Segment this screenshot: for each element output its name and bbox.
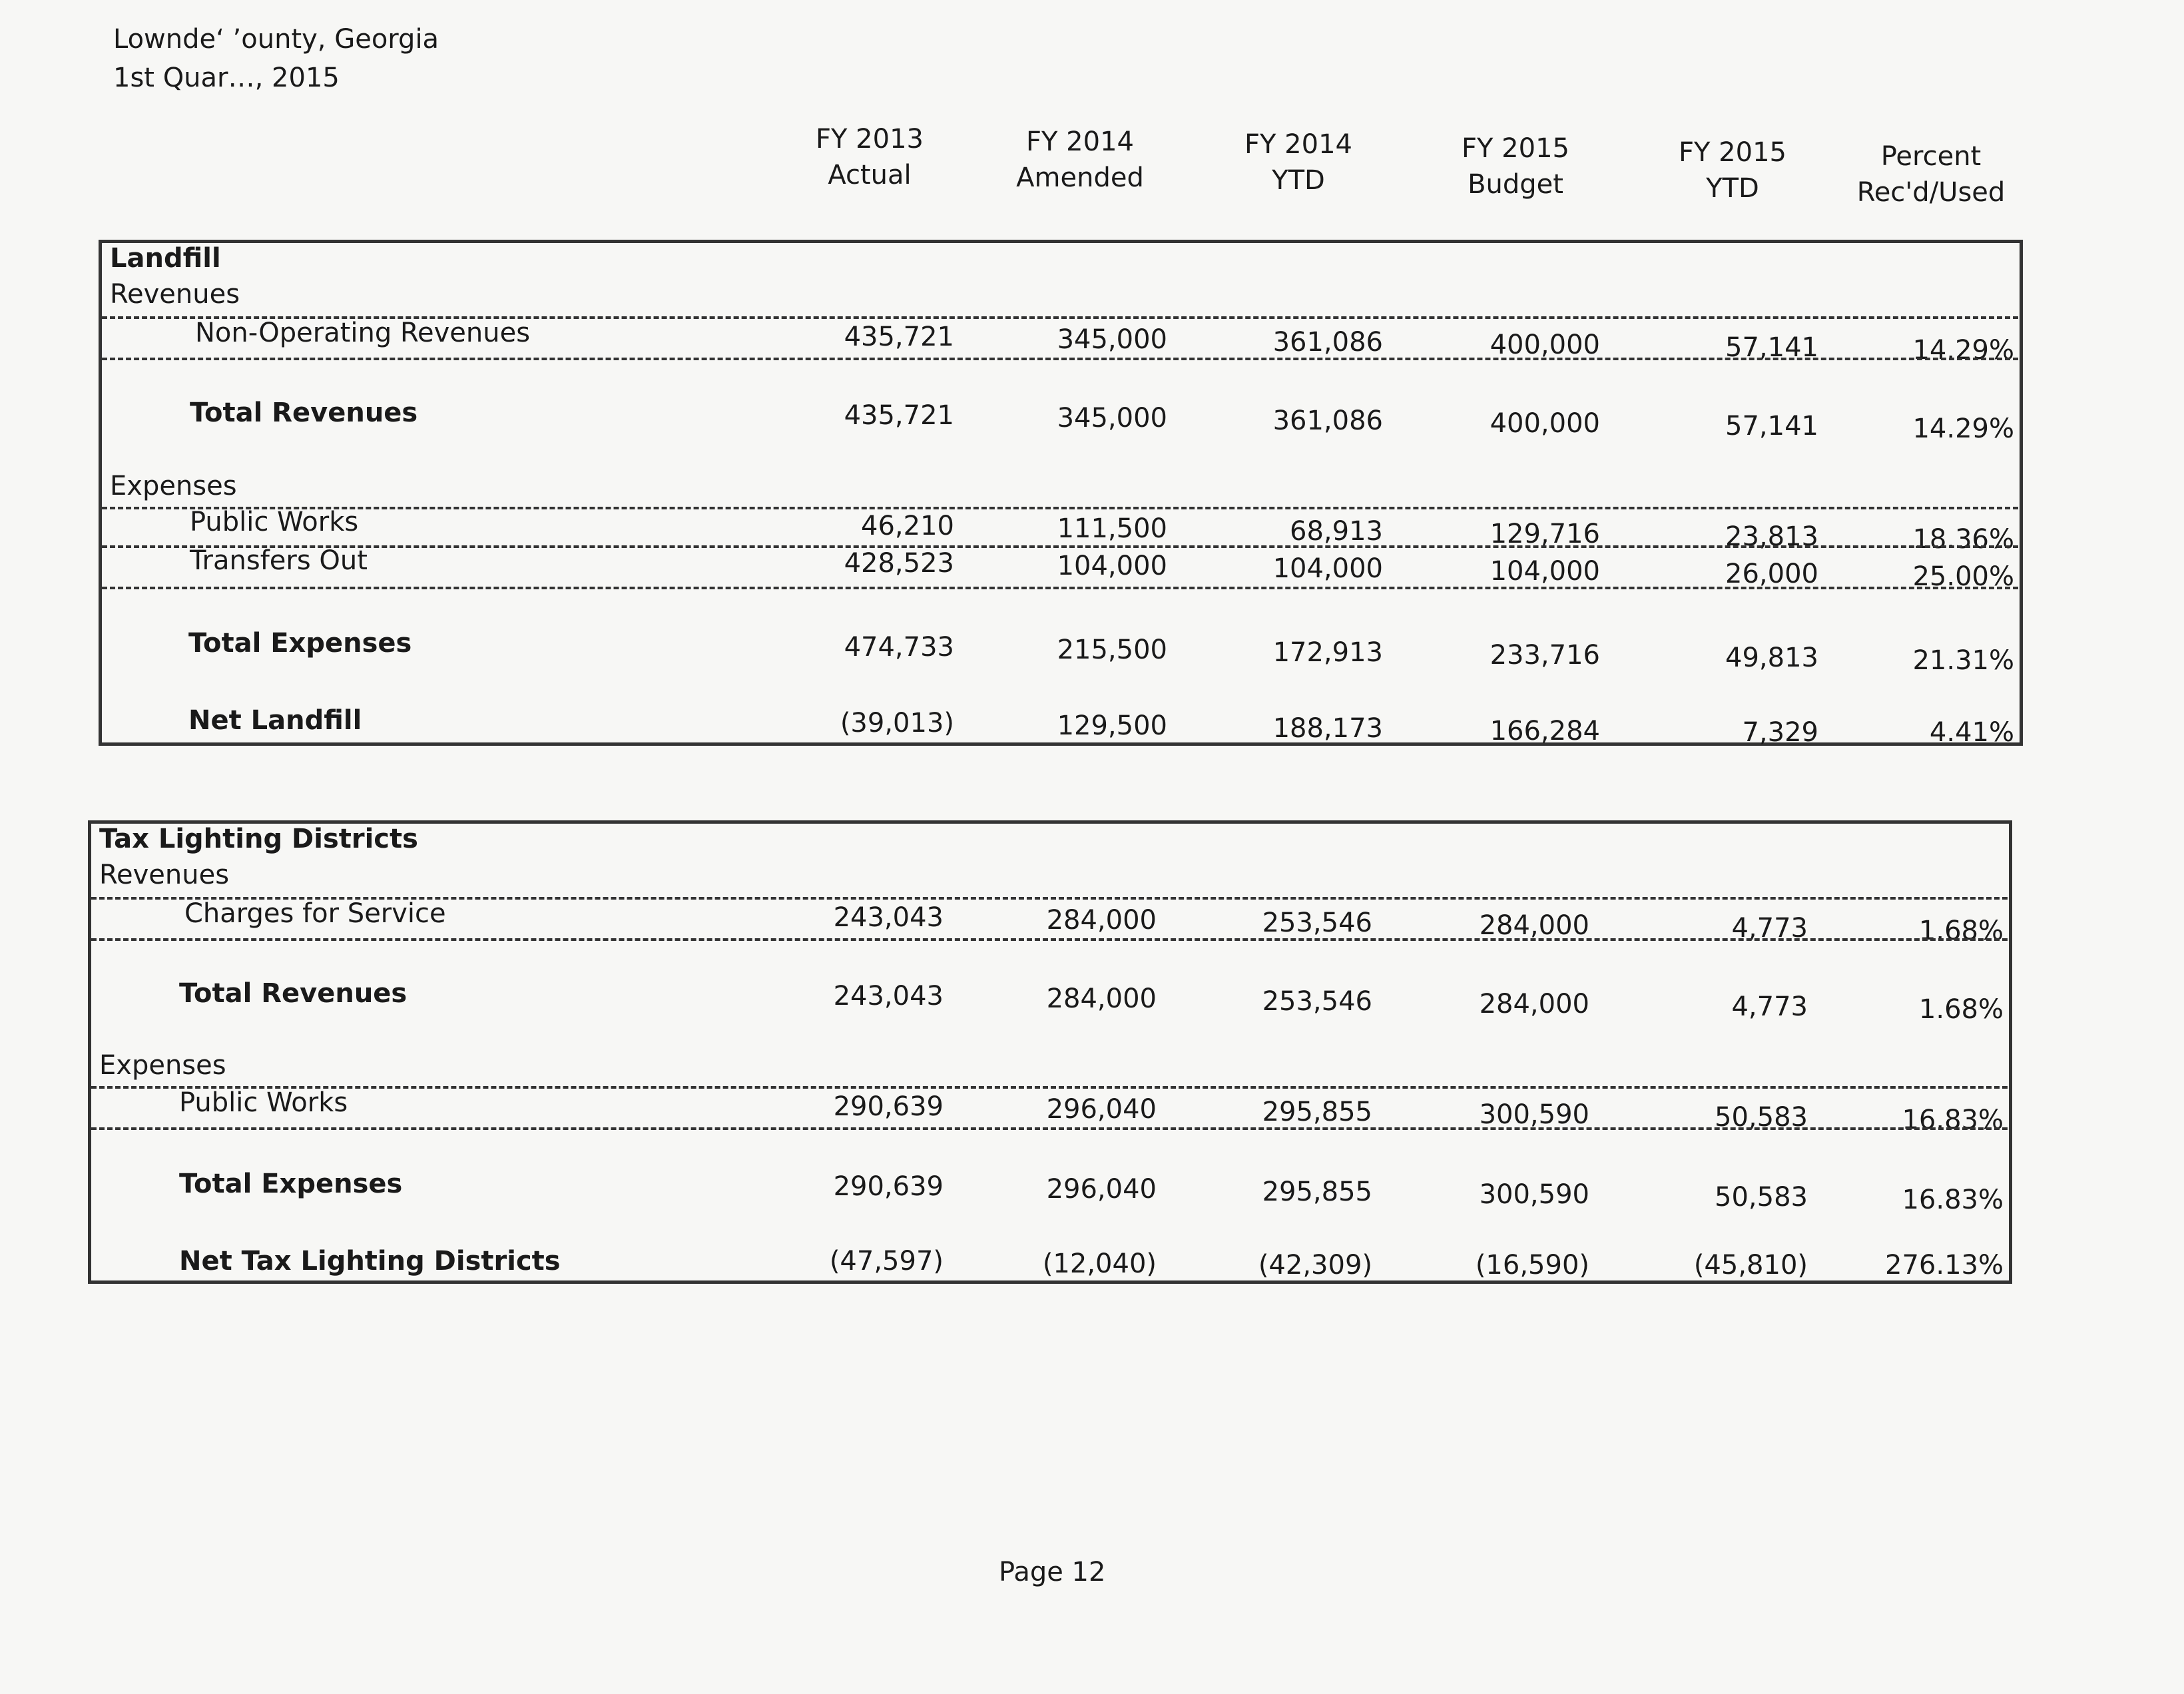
- row-label: Public Works: [190, 507, 359, 537]
- col-header-fy2015-ytd: FY 2015 YTD: [1679, 137, 1786, 204]
- cell-value: 50,583: [1715, 1102, 1808, 1133]
- col-header-fy2014-amended: FY 2014 Amended: [1016, 127, 1144, 193]
- cell-value: 14.29%: [1912, 335, 2014, 366]
- row-label: Total Revenues: [179, 978, 408, 1009]
- landfill-section: [99, 240, 2023, 746]
- cell-value: 290,639: [833, 1091, 944, 1122]
- divider: [91, 1127, 2008, 1130]
- cell-value: 172,913: [1272, 637, 1383, 668]
- tax-lighting-section: [88, 820, 2012, 1284]
- tax-lighting-title: Tax Lighting Districts: [99, 824, 418, 854]
- cell-value: 361,086: [1272, 406, 1383, 436]
- cell-value: 50,583: [1715, 1182, 1808, 1213]
- report-entity: Lowndeʻ ʼounty, Georgia: [113, 24, 439, 55]
- cell-value: 188,173: [1272, 713, 1383, 744]
- row-label: Net Tax Lighting Districts: [179, 1246, 561, 1276]
- col-header-percent-used: Percent Rec'd/Used: [1856, 141, 2006, 208]
- cell-value: 400,000: [1490, 330, 1600, 360]
- col-header-fy2015-budget: FY 2015 Budget: [1462, 133, 1569, 200]
- cell-value: 104,000: [1057, 551, 1167, 581]
- cell-value: 295,855: [1262, 1097, 1372, 1127]
- cell-value: (39,013): [840, 708, 954, 738]
- cell-value: (16,590): [1475, 1250, 1589, 1280]
- cell-value: 4,773: [1731, 991, 1808, 1022]
- report-period: 1st Quar․․․, 2015: [113, 63, 340, 93]
- cell-value: 253,546: [1262, 908, 1372, 938]
- cell-value: (45,810): [1693, 1250, 1808, 1280]
- cell-value: 16.83%: [1902, 1185, 2004, 1215]
- cell-value: 243,043: [833, 902, 944, 933]
- tax-lighting-revenues-label: Revenues: [99, 860, 230, 890]
- cell-value: 435,721: [844, 322, 954, 352]
- cell-value: 4.41%: [1929, 717, 2014, 748]
- cell-value: 26,000: [1725, 559, 1818, 589]
- cell-value: (12,040): [1042, 1249, 1157, 1279]
- row-label: Total Expenses: [179, 1169, 403, 1199]
- cell-value: 68,913: [1290, 516, 1383, 547]
- divider: [102, 545, 2018, 548]
- cell-value: 129,716: [1490, 519, 1600, 549]
- landfill-revenues-label: Revenues: [110, 279, 240, 310]
- divider: [102, 507, 2018, 509]
- cell-value: 49,813: [1725, 643, 1818, 673]
- cell-value: 21.31%: [1912, 645, 2014, 676]
- cell-value: 295,855: [1262, 1177, 1372, 1207]
- divider: [91, 938, 2008, 941]
- divider: [91, 1086, 2008, 1089]
- row-label: Non-Operating Revenues: [195, 318, 531, 348]
- cell-value: 104,000: [1272, 553, 1383, 584]
- row-label: Total Expenses: [188, 628, 412, 659]
- cell-value: 428,523: [844, 548, 954, 579]
- cell-value: 243,043: [833, 981, 944, 1011]
- cell-value: 296,040: [1046, 1094, 1157, 1125]
- cell-value: 14.29%: [1912, 414, 2014, 444]
- row-label: Public Works: [179, 1087, 348, 1118]
- col-header-fy2013-actual: FY 2013 Actual: [816, 124, 924, 190]
- cell-value: 111,500: [1057, 513, 1167, 544]
- cell-value: 296,040: [1046, 1174, 1157, 1205]
- cell-value: 215,500: [1057, 635, 1167, 665]
- cell-value: 57,141: [1725, 411, 1818, 441]
- divider: [102, 358, 2018, 360]
- cell-value: 46,210: [861, 511, 954, 541]
- cell-value: 284,000: [1046, 905, 1157, 936]
- cell-value: 474,733: [844, 632, 954, 663]
- cell-value: 284,000: [1479, 910, 1589, 941]
- cell-value: 290,639: [833, 1171, 944, 1202]
- tax-lighting-expenses-label: Expenses: [99, 1050, 226, 1081]
- cell-value: 1.68%: [1918, 916, 2004, 946]
- cell-value: (42,309): [1258, 1250, 1372, 1280]
- row-label: Charges for Service: [184, 898, 446, 929]
- cell-value: 300,590: [1479, 1099, 1589, 1130]
- cell-value: 400,000: [1490, 408, 1600, 439]
- cell-value: 345,000: [1057, 324, 1167, 355]
- cell-value: (47,597): [829, 1246, 944, 1276]
- cell-value: 253,546: [1262, 986, 1372, 1017]
- cell-value: 57,141: [1725, 332, 1818, 363]
- cell-value: 166,284: [1490, 716, 1600, 746]
- cell-value: 129,500: [1057, 710, 1167, 741]
- cell-value: 435,721: [844, 400, 954, 431]
- cell-value: 104,000: [1490, 556, 1600, 587]
- cell-value: 1.68%: [1918, 994, 2004, 1025]
- col-header-fy2014-ytd: FY 2014 YTD: [1244, 129, 1352, 196]
- cell-value: 276.13%: [1885, 1250, 2004, 1280]
- divider: [102, 587, 2018, 589]
- landfill-title: Landfill: [110, 243, 221, 274]
- cell-value: 23,813: [1725, 521, 1818, 552]
- row-label: Net Landfill: [188, 705, 362, 736]
- cell-value: 4,773: [1731, 913, 1808, 944]
- cell-value: 25.00%: [1912, 561, 2014, 592]
- cell-value: 284,000: [1046, 984, 1157, 1014]
- cell-value: 233,716: [1490, 640, 1600, 671]
- cell-value: 300,590: [1479, 1179, 1589, 1210]
- row-label: Transfers Out: [190, 545, 368, 576]
- row-label: Total Revenues: [190, 398, 418, 428]
- cell-value: 7,329: [1742, 717, 1818, 748]
- landfill-expenses-label: Expenses: [110, 471, 237, 501]
- cell-value: 361,086: [1272, 327, 1383, 358]
- cell-value: 18.36%: [1912, 524, 2014, 555]
- cell-value: 16.83%: [1902, 1105, 2004, 1135]
- cell-value: 345,000: [1057, 403, 1167, 433]
- page-number: Page 12: [999, 1557, 1106, 1587]
- cell-value: 284,000: [1479, 989, 1589, 1019]
